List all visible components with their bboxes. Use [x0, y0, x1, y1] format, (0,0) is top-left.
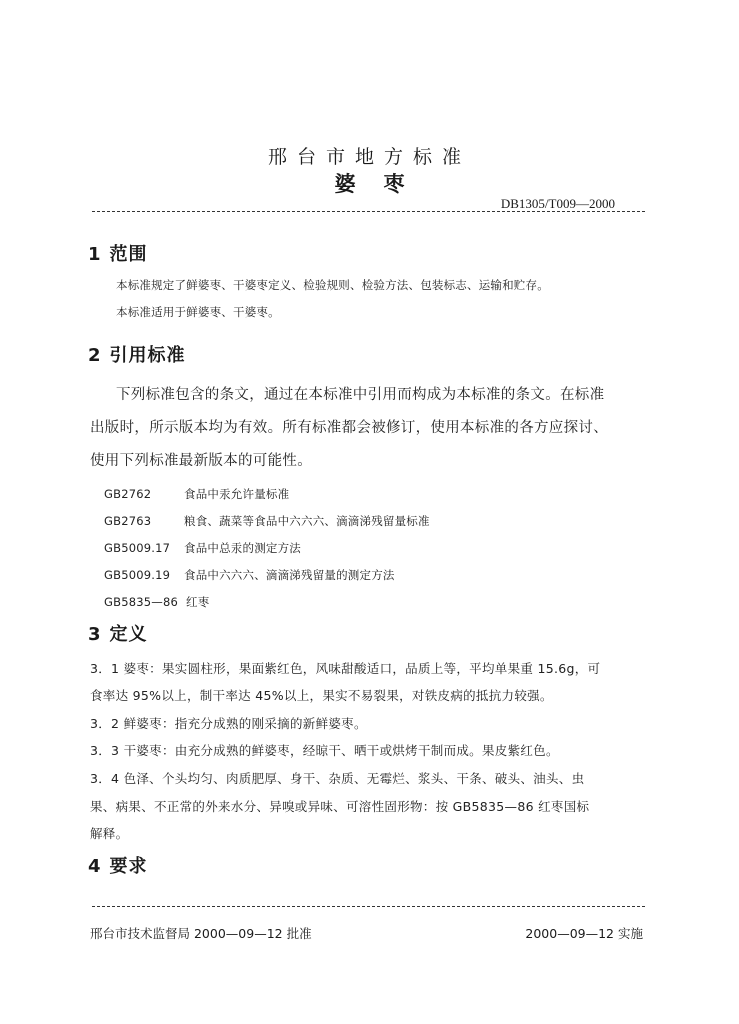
section-number: 4: [88, 856, 102, 877]
reference-code: GB5009.19: [104, 568, 171, 582]
scope-line-2: 本标准适用于鲜婆枣、干婆枣。: [116, 305, 280, 319]
footer-divider: [92, 906, 645, 907]
definition-line-7: 解释。: [90, 826, 129, 841]
definition-line-1: 3．1 婆枣：果实圆柱形，果面紫红色，风味甜酸适口，品质上等，平均单果重 15.6g，可: [90, 661, 601, 676]
standard-number: DB1305/T009—2000: [500, 196, 615, 211]
references-intro-line-1: 下列标准包含的条文，通过在本标准中引用而构成为本标准的条文。在标准: [116, 387, 605, 403]
document-title: 邢台市地方标准: [267, 146, 471, 168]
section-title: 引用标准: [109, 345, 186, 366]
scope-line-1: 本标准规定了鲜婆枣、干婆枣定义、检验规则、检验方法、包装标志、运输和贮存。: [116, 278, 549, 292]
section-number: 2: [88, 345, 102, 366]
reference-name: 粮食、蔬菜等食品中六六六、滴滴涕残留量标准: [184, 514, 430, 528]
section-heading-scope: [88, 240, 148, 266]
section-heading-definitions: [88, 620, 148, 646]
definition-line-2: 食率达 95%以上，制干率达 45%以上，果实不易裂果，对铁皮病的抵抗力较强。: [90, 688, 553, 703]
section-title: 定义: [109, 624, 148, 645]
definition-line-5: 3．4 色泽、个头均匀、肉质肥厚、身干、杂质、无霉烂、浆头、干条、破头、油头、虫: [90, 771, 585, 786]
reference-name: 食品中总汞的测定方法: [184, 541, 301, 555]
header-divider: [92, 211, 645, 212]
reference-code: GB5009.17: [104, 541, 171, 555]
section-title: 范围: [109, 244, 148, 265]
section-number: 3: [88, 624, 102, 645]
reference-code: GB2763: [104, 514, 152, 528]
approval-note: 邢台市技术监督局 2000—09—12 批准: [90, 926, 312, 941]
reference-item: [104, 567, 395, 583]
implementation-note: 2000—09—12 实施: [525, 926, 643, 941]
definition-line-4: 3．3 干婆枣：由充分成熟的鲜婆枣，经晾干、晒干或烘烤干制而成。果皮紫红色。: [90, 743, 559, 758]
section-title: 要求: [109, 856, 148, 877]
reference-item: [104, 513, 430, 529]
reference-code: GB2762: [104, 487, 152, 501]
reference-code: GB5835—86: [104, 595, 179, 609]
definition-line-3: 3．2 鲜婆枣：指充分成熟的刚采摘的新鲜婆枣。: [90, 716, 367, 731]
reference-name: 红枣: [186, 595, 210, 609]
document-subtitle: 婆枣: [334, 171, 433, 196]
section-heading-references: [88, 341, 186, 367]
reference-name: 食品中汞允许量标准: [184, 487, 290, 501]
reference-item: [104, 540, 301, 556]
definition-line-6: 果、病果、不正常的外来水分、异嗅或异味、可溶性固形物：按 GB5835—86 红枣国标: [90, 799, 590, 814]
reference-item: [104, 486, 289, 502]
reference-name: 食品中六六六、滴滴涕残留量的测定方法: [184, 568, 395, 582]
reference-item: [104, 594, 209, 610]
section-number: 1: [88, 244, 102, 265]
section-heading-requirements: [88, 852, 148, 878]
references-intro-line-3: 使用下列标准最新版本的可能性。: [90, 453, 312, 469]
references-intro-line-2: 出版时，所示版本均为有效。所有标准都会被修订，使用本标准的各方应探讨、: [90, 420, 608, 436]
